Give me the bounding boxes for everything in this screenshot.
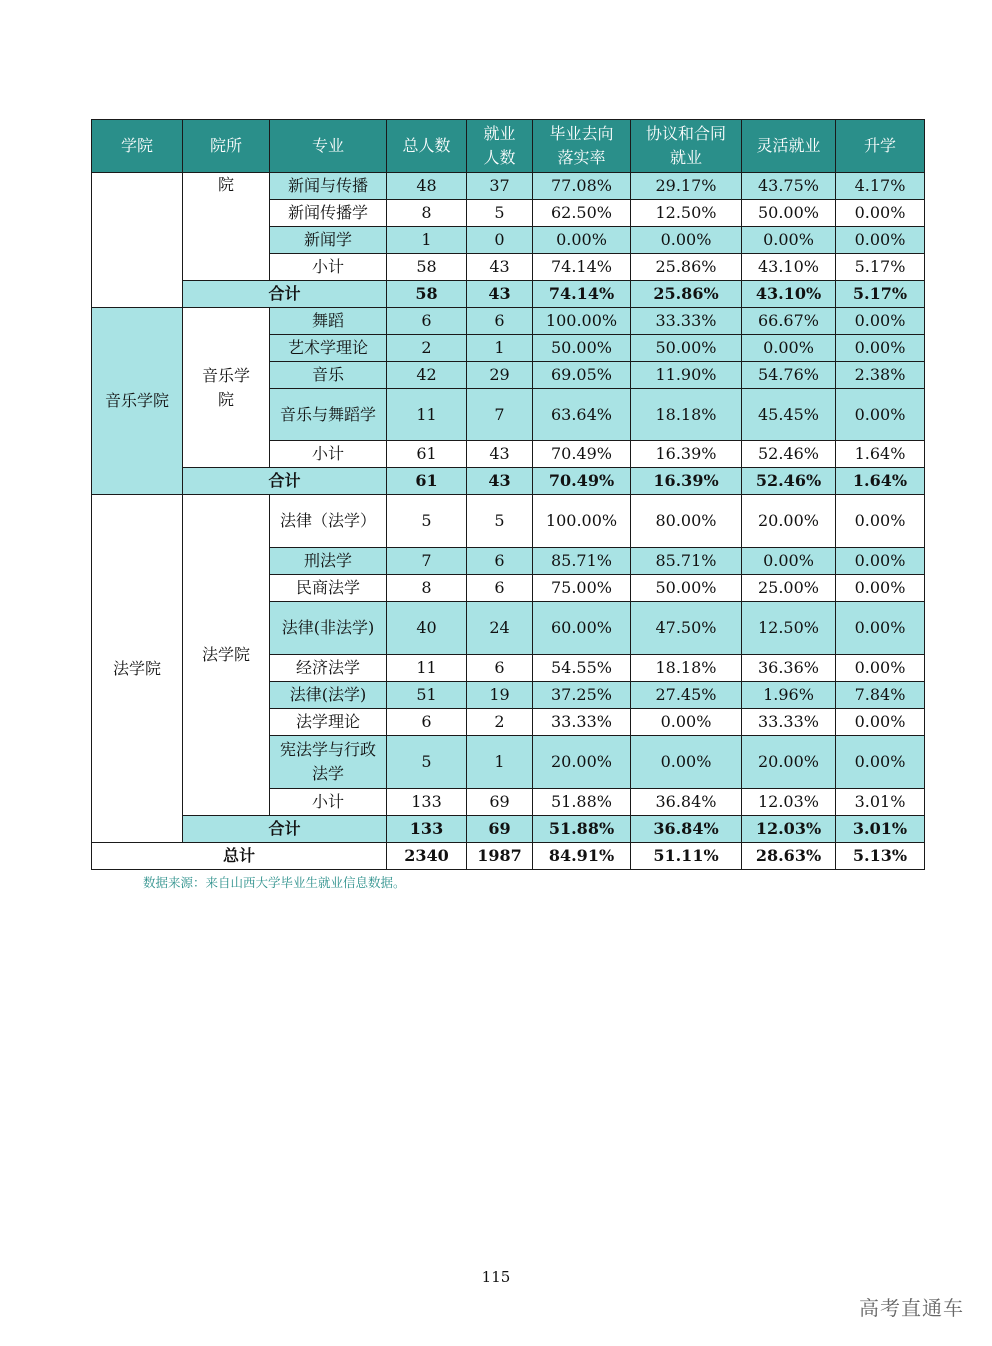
grand-total-employed: 1987: [467, 843, 533, 870]
further-cell: 4.17%: [836, 173, 925, 200]
subtotal-employed: 43: [467, 468, 533, 495]
dept-label: 音乐学院: [201, 365, 250, 409]
employed-cell: 43: [467, 254, 533, 281]
subtotal-contract: 16.39%: [631, 468, 742, 495]
subtotal-rate: 51.88%: [533, 816, 631, 843]
major-cell: 舞蹈: [270, 308, 387, 335]
contract-cell: 36.84%: [631, 789, 742, 816]
further-cell: 0.00%: [836, 200, 925, 227]
further-cell: 3.01%: [836, 789, 925, 816]
header-dept: 院所: [183, 120, 270, 173]
major-cell: 刑法学: [270, 548, 387, 575]
total-cell: 133: [387, 789, 467, 816]
employment-table: [91, 119, 925, 870]
contract-cell: 16.39%: [631, 441, 742, 468]
further-cell: 0.00%: [836, 389, 925, 441]
total-cell: 51: [387, 682, 467, 709]
contract-cell: 0.00%: [631, 736, 742, 789]
employed-cell: 0: [467, 227, 533, 254]
subtotal-further: 1.64%: [836, 468, 925, 495]
total-cell: 8: [387, 200, 467, 227]
grand-total-row: [92, 843, 925, 870]
flexible-cell: 52.46%: [742, 441, 836, 468]
total-cell: 8: [387, 575, 467, 602]
further-cell: 0.00%: [836, 227, 925, 254]
total-cell: 6: [387, 709, 467, 736]
header-flexible: 灵活就业: [742, 120, 836, 173]
subtotal-label: 合计: [183, 468, 387, 495]
contract-cell: 0.00%: [631, 709, 742, 736]
employed-cell: 5: [467, 495, 533, 548]
employed-cell: 43: [467, 441, 533, 468]
contract-cell: 11.90%: [631, 362, 742, 389]
flexible-cell: 12.50%: [742, 602, 836, 655]
total-cell: 42: [387, 362, 467, 389]
contract-cell: 18.18%: [631, 655, 742, 682]
employed-cell: 6: [467, 655, 533, 682]
major-cell: 音乐: [270, 362, 387, 389]
contract-cell: 25.86%: [631, 254, 742, 281]
major-cell: 音乐与舞蹈学: [270, 389, 387, 441]
further-cell: 0.00%: [836, 575, 925, 602]
total-cell: 40: [387, 602, 467, 655]
rate-cell: 33.33%: [533, 709, 631, 736]
header-contract: 协议和合同就业: [631, 120, 742, 173]
employed-cell: 19: [467, 682, 533, 709]
grand-total-flexible: 28.63%: [742, 843, 836, 870]
further-cell: 0.00%: [836, 335, 925, 362]
subtotal-flexible: 12.03%: [742, 816, 836, 843]
further-cell: 7.84%: [836, 682, 925, 709]
subtotal-employed: 43: [467, 281, 533, 308]
flexible-cell: 0.00%: [742, 335, 836, 362]
table-body: [92, 173, 925, 870]
flexible-cell: 25.00%: [742, 575, 836, 602]
dept-label: 法学院: [201, 645, 250, 664]
rate-cell: 0.00%: [533, 227, 631, 254]
data-source-note: 数据来源：来自山西大学毕业生就业信息数据。: [143, 875, 406, 890]
major-cell: 新闻与传播: [270, 173, 387, 200]
table-row: [92, 308, 925, 335]
flexible-cell: 50.00%: [742, 200, 836, 227]
further-cell: 1.64%: [836, 441, 925, 468]
total-cell: 48: [387, 173, 467, 200]
contract-cell: 50.00%: [631, 335, 742, 362]
contract-cell: 85.71%: [631, 548, 742, 575]
contract-cell: 33.33%: [631, 308, 742, 335]
dept-cell: [183, 308, 270, 468]
rate-cell: 77.08%: [533, 173, 631, 200]
college-cell: 音乐学院: [92, 308, 183, 495]
employed-cell: 5: [467, 200, 533, 227]
employed-cell: 29: [467, 362, 533, 389]
contract-cell: 29.17%: [631, 173, 742, 200]
table-header-row: [92, 120, 925, 173]
subtotal-further: 5.17%: [836, 281, 925, 308]
contract-cell: 47.50%: [631, 602, 742, 655]
employed-cell: 2: [467, 709, 533, 736]
rate-cell: 69.05%: [533, 362, 631, 389]
contract-cell: 18.18%: [631, 389, 742, 441]
contract-cell: 27.45%: [631, 682, 742, 709]
flexible-cell: 66.67%: [742, 308, 836, 335]
rate-cell: 20.00%: [533, 736, 631, 789]
major-cell: 新闻学: [270, 227, 387, 254]
rate-cell: 70.49%: [533, 441, 631, 468]
flexible-cell: 45.45%: [742, 389, 836, 441]
employed-cell: 1: [467, 736, 533, 789]
employed-cell: 6: [467, 548, 533, 575]
page-number: 115: [481, 1268, 511, 1286]
table-row: [92, 495, 925, 548]
total-cell: 5: [387, 736, 467, 789]
subtotal-label: 合计: [183, 281, 387, 308]
flexible-cell: 0.00%: [742, 548, 836, 575]
rate-cell: 100.00%: [533, 308, 631, 335]
total-cell: 11: [387, 655, 467, 682]
total-cell: 5: [387, 495, 467, 548]
subtotal-row: [92, 468, 925, 495]
header-further: 升学: [836, 120, 925, 173]
total-cell: 58: [387, 254, 467, 281]
contract-cell: 12.50%: [631, 200, 742, 227]
further-cell: 0.00%: [836, 548, 925, 575]
header-total: 总人数: [387, 120, 467, 173]
flexible-cell: 1.96%: [742, 682, 836, 709]
rate-cell: 63.64%: [533, 389, 631, 441]
employed-cell: 7: [467, 389, 533, 441]
subtotal-further: 3.01%: [836, 816, 925, 843]
grand-total-rate: 84.91%: [533, 843, 631, 870]
dept-cell: [183, 173, 270, 281]
major-cell: 民商法学: [270, 575, 387, 602]
subtotal-row: [92, 281, 925, 308]
dept-label: 院: [217, 175, 234, 194]
major-cell: 宪法学与行政法学: [270, 736, 387, 789]
table-row: [92, 173, 925, 200]
subtotal-employed: 69: [467, 816, 533, 843]
employed-cell: 37: [467, 173, 533, 200]
rate-cell: 100.00%: [533, 495, 631, 548]
major-cell: 新闻传播学: [270, 200, 387, 227]
rate-cell: 54.55%: [533, 655, 631, 682]
major-cell: 经济法学: [270, 655, 387, 682]
further-cell: 5.17%: [836, 254, 925, 281]
subtotal-contract: 25.86%: [631, 281, 742, 308]
further-cell: 0.00%: [836, 602, 925, 655]
flexible-cell: 0.00%: [742, 227, 836, 254]
rate-cell: 74.14%: [533, 254, 631, 281]
college-cell: [92, 173, 183, 308]
further-cell: 0.00%: [836, 308, 925, 335]
total-cell: 7: [387, 548, 467, 575]
grand-total-total: 2340: [387, 843, 467, 870]
total-cell: 61: [387, 441, 467, 468]
subtotal-flexible: 52.46%: [742, 468, 836, 495]
employed-cell: 1: [467, 335, 533, 362]
employed-cell: 6: [467, 308, 533, 335]
employed-cell: 24: [467, 602, 533, 655]
flexible-cell: 20.00%: [742, 495, 836, 548]
major-cell: 小计: [270, 441, 387, 468]
further-cell: 0.00%: [836, 709, 925, 736]
further-cell: 0.00%: [836, 736, 925, 789]
major-cell: 法学理论: [270, 709, 387, 736]
rate-cell: 50.00%: [533, 335, 631, 362]
major-cell: 艺术学理论: [270, 335, 387, 362]
header-rate: 毕业去向落实率: [533, 120, 631, 173]
subtotal-rate: 70.49%: [533, 468, 631, 495]
grand-total-contract: 51.11%: [631, 843, 742, 870]
further-cell: 0.00%: [836, 495, 925, 548]
header-college: 学院: [92, 120, 183, 173]
watermark: 高考直通车: [859, 1296, 964, 1320]
contract-cell: 0.00%: [631, 227, 742, 254]
flexible-cell: 36.36%: [742, 655, 836, 682]
grand-total-label: 总计: [92, 843, 387, 870]
flexible-cell: 12.03%: [742, 789, 836, 816]
total-cell: 1: [387, 227, 467, 254]
flexible-cell: 33.33%: [742, 709, 836, 736]
total-cell: 6: [387, 308, 467, 335]
subtotal-row: [92, 816, 925, 843]
subtotal-total: 61: [387, 468, 467, 495]
employed-cell: 69: [467, 789, 533, 816]
rate-cell: 75.00%: [533, 575, 631, 602]
contract-cell: 50.00%: [631, 575, 742, 602]
rate-cell: 51.88%: [533, 789, 631, 816]
subtotal-flexible: 43.10%: [742, 281, 836, 308]
rate-cell: 37.25%: [533, 682, 631, 709]
college-cell: 法学院: [92, 495, 183, 843]
total-cell: 11: [387, 389, 467, 441]
dept-cell: [183, 495, 270, 816]
rate-cell: 62.50%: [533, 200, 631, 227]
header-major: 专业: [270, 120, 387, 173]
flexible-cell: 54.76%: [742, 362, 836, 389]
subtotal-contract: 36.84%: [631, 816, 742, 843]
contract-cell: 80.00%: [631, 495, 742, 548]
subtotal-rate: 74.14%: [533, 281, 631, 308]
further-cell: 2.38%: [836, 362, 925, 389]
rate-cell: 60.00%: [533, 602, 631, 655]
total-cell: 2: [387, 335, 467, 362]
subtotal-label: 合计: [183, 816, 387, 843]
employed-cell: 6: [467, 575, 533, 602]
major-cell: 小计: [270, 789, 387, 816]
rate-cell: 85.71%: [533, 548, 631, 575]
flexible-cell: 20.00%: [742, 736, 836, 789]
subtotal-total: 58: [387, 281, 467, 308]
major-cell: 小计: [270, 254, 387, 281]
grand-total-further: 5.13%: [836, 843, 925, 870]
further-cell: 0.00%: [836, 655, 925, 682]
major-cell: 法律（法学）: [270, 495, 387, 548]
major-cell: 法律(法学): [270, 682, 387, 709]
subtotal-total: 133: [387, 816, 467, 843]
header-employed: 就业人数: [467, 120, 533, 173]
flexible-cell: 43.75%: [742, 173, 836, 200]
flexible-cell: 43.10%: [742, 254, 836, 281]
major-cell: 法律(非法学): [270, 602, 387, 655]
